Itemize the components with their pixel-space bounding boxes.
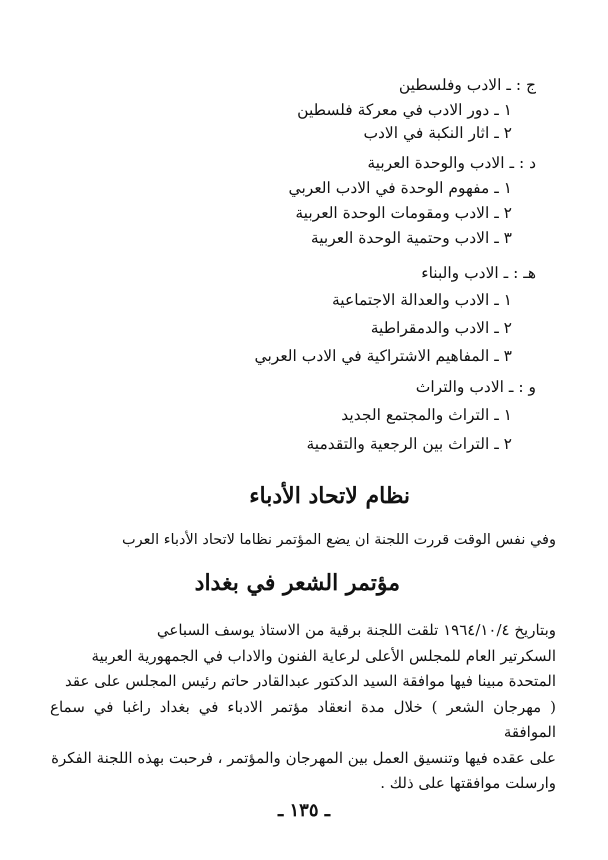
section-h-item-3: ٣ ـ المفاهيم الاشتراكية في الادب العربي: [254, 347, 512, 365]
paragraph-line-6: وارسلت موافقتها على ذلك .: [380, 774, 556, 792]
section-j-item-1: ١ ـ دور الادب في معركة فلسطين: [297, 101, 512, 119]
section-d-item-1: ١ ـ مفهوم الوحدة في الادب العربي: [288, 179, 512, 197]
section-d-item-3: ٣ ـ الادب وحتمية الوحدة العربية: [310, 229, 512, 247]
baghdad-heading: مؤتمر الشعر في بغداد: [194, 570, 400, 596]
paragraph-line-5: على عقده فيها وتنسيق العمل بين المهرجان والمؤتمر ، فرحبت بهذه اللجنة الفكرة: [51, 748, 556, 767]
section-j-item-2: ٢ ـ اثار النكبة في الادب: [363, 124, 512, 142]
paragraph-line-3: المتحدة مبينا فيها موافقة السيد الدكتور عبدالقادر حاتم رئيس المجلس على عقد: [65, 672, 556, 690]
union-text: وفي نفس الوقت قررت اللجنة ان يضع المؤتمر نظاما لاتحاد الأدباء العرب: [122, 532, 556, 548]
section-d-item-2: ٢ ـ الادب ومقومات الوحدة العربية: [295, 204, 512, 222]
paragraph-line-4: ( مهرجان الشعر ) خلال مدة انعقاد مؤتمر الادباء في بغداد راغبا في سماع الموافقة: [50, 697, 556, 741]
section-h-item-2: ٢ ـ الادب والدمقراطية: [370, 319, 512, 337]
baghdad-paragraph: [50, 618, 556, 797]
section-h-title: هـ : ـ الادب والبناء: [421, 264, 536, 282]
paragraph-line-1: وبتاريخ ١٩٦٤/١٠/٤ تلقت اللجنة برقية من الاستاذ يوسف السباعي: [156, 621, 556, 639]
section-w-title: و : ـ الادب والتراث: [415, 378, 536, 396]
union-heading: نظام لاتحاد الأدباء: [249, 483, 410, 509]
paragraph-line-2: السكرتير العام للمجلس الأعلى لرعاية الفنون والاداب في الجمهورية العربية: [91, 646, 556, 665]
page-number: ـ ١٣٥ ـ: [277, 800, 331, 821]
section-d-title: د : ـ الادب والوحدة العربية: [367, 154, 536, 172]
section-h-item-1: ١ ـ الادب والعدالة الاجتماعية: [331, 291, 512, 309]
section-w-item-1: ١ ـ التراث والمجتمع الجديد: [341, 406, 512, 424]
section-w-item-2: ٢ ـ التراث بين الرجعية والتقدمية: [306, 435, 512, 453]
section-j-title: ج : ـ الادب وفلسطين: [398, 76, 536, 94]
